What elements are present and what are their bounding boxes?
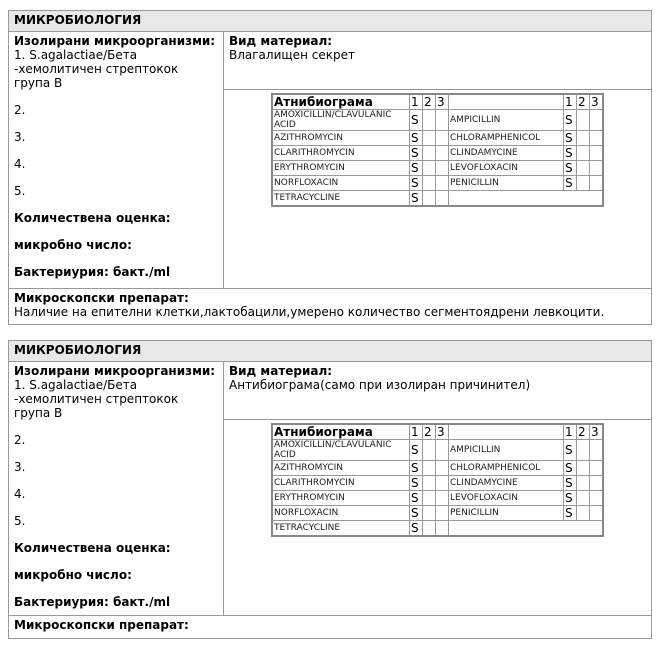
antibiotic-name: AZITHROMYCIN: [272, 131, 410, 146]
col-1: 1: [564, 424, 577, 440]
antibiogram-row: [272, 191, 603, 207]
isolated-organisms-panel: [9, 32, 224, 288]
antibiotic-name: CLINDAMYCINE: [449, 146, 564, 161]
result-1: S: [410, 131, 423, 146]
microbiology-section: [8, 10, 652, 325]
antibiotic-name: LEVOFLOXACIN: [449, 161, 564, 176]
result-1: S: [564, 161, 577, 176]
result-1: S: [410, 440, 423, 461]
result-1: S: [410, 491, 423, 506]
isolated-label: Изолирани микроорганизми:: [14, 364, 216, 378]
antibiogram-row: [272, 440, 603, 461]
antibiotic-name: CHLORAMPHENICOL: [449, 461, 564, 476]
result-1: S: [564, 461, 577, 476]
microscopy-label: Микроскопски препарат:: [14, 618, 189, 632]
result-1: S: [410, 476, 423, 491]
organism-3: 3.: [14, 130, 26, 144]
antibiotic-name: AMOXICILLIN/CLAVULANIC ACID: [272, 440, 410, 461]
material-label: Вид материал:: [229, 364, 333, 378]
antibiogram-row: [272, 131, 603, 146]
antibiotic-name: ERYTHROMYCIN: [272, 161, 410, 176]
isolated-organisms-panel: [9, 362, 224, 615]
result-1: S: [564, 506, 577, 521]
material-label: Вид материал:: [229, 34, 333, 48]
antibiotic-name: TETRACYCLINE: [272, 521, 410, 537]
antibiotic-name: NORFLOXACIN: [272, 176, 410, 191]
result-1: S: [410, 176, 423, 191]
antibiotic-name: CHLORAMPHENICOL: [449, 131, 564, 146]
organism-4: 4.: [14, 487, 26, 501]
result-1: S: [564, 491, 577, 506]
antibiotic-name: CLINDAMYCINE: [449, 476, 564, 491]
organism-4: 4.: [14, 157, 26, 171]
col-1: 1: [410, 424, 423, 440]
antibiogram-row: [272, 176, 603, 191]
material-value: Антибиограма(само при изолиран причинител): [229, 378, 531, 392]
antibiogram-row: [272, 506, 603, 521]
result-1: S: [564, 440, 577, 461]
organism-2: 2.: [14, 103, 26, 117]
col-2: 2: [423, 94, 436, 110]
result-1: S: [410, 146, 423, 161]
col-1: 1: [410, 94, 423, 110]
quantitative-label: Количествена оценка:: [14, 541, 171, 555]
antibiogram-row: [272, 491, 603, 506]
col-2: 2: [577, 94, 590, 110]
result-1: S: [564, 176, 577, 191]
organism-5: 5.: [14, 514, 26, 528]
organism-1: 1. S.agalactiae/Бета -хемолитичен стрептокок група В: [14, 48, 179, 90]
antibiotic-name: AMOXICILLIN/CLAVULANIC ACID: [272, 110, 410, 131]
material-value: Влагалищен секрет: [229, 48, 355, 62]
microscopy-label: Микроскопски препарат:: [14, 291, 189, 305]
col-1: 1: [564, 94, 577, 110]
result-1: S: [564, 476, 577, 491]
result-1: S: [410, 461, 423, 476]
bacteriuria-label: Бактериурия: бакт./ml: [14, 595, 171, 609]
antibiotic-name: ERYTHROMYCIN: [272, 491, 410, 506]
microscopy-panel: [9, 616, 651, 638]
result-1: S: [410, 506, 423, 521]
result-1: S: [410, 161, 423, 176]
col-3: 3: [436, 94, 449, 110]
result-1: S: [410, 191, 423, 207]
result-1: S: [410, 521, 423, 537]
result-1: S: [564, 146, 577, 161]
organism-3: 3.: [14, 460, 26, 474]
antibiotic-name: PENICILLIN: [449, 176, 564, 191]
antibiotic-name: NORFLOXACIN: [272, 506, 410, 521]
antibiogram-row: [272, 146, 603, 161]
antibiogram-row: [272, 161, 603, 176]
section-title: МИКРОБИОЛОГИЯ: [9, 11, 651, 32]
result-1: S: [564, 131, 577, 146]
microbial-count-label: микробно число:: [14, 238, 132, 252]
antibiogram-title: Атнибиограма: [272, 94, 410, 110]
antibiotic-name: TETRACYCLINE: [272, 191, 410, 207]
col-2: 2: [423, 424, 436, 440]
microbiology-section: [8, 340, 652, 639]
antibiogram-title: Атнибиограма: [272, 424, 410, 440]
section-title: МИКРОБИОЛОГИЯ: [9, 341, 651, 362]
quantitative-label: Количествена оценка:: [14, 211, 171, 225]
microscopy-value: Наличие на епителни клетки,лактобацили,умерено количество сегментоядрени левкоцити.: [14, 305, 605, 319]
col-3: 3: [436, 424, 449, 440]
antibiotic-name: LEVOFLOXACIN: [449, 491, 564, 506]
result-1: S: [410, 110, 423, 131]
bacteriuria-label: Бактериурия: бакт./ml: [14, 265, 171, 279]
antibiotic-name: CLARITHROMYCIN: [272, 146, 410, 161]
antibiotic-name: PENICILLIN: [449, 506, 564, 521]
microbial-count-label: микробно число:: [14, 568, 132, 582]
antibiogram-table: [271, 93, 604, 207]
antibiotic-name: CLARITHROMYCIN: [272, 476, 410, 491]
result-1: S: [564, 110, 577, 131]
antibiotic-name: AMPICILLIN: [449, 110, 564, 131]
antibiogram-row: [272, 521, 603, 537]
antibiogram-table: [271, 423, 604, 537]
isolated-label: Изолирани микроорганизми:: [14, 34, 216, 48]
col-3: 3: [590, 94, 604, 110]
antibiotic-name: AZITHROMYCIN: [272, 461, 410, 476]
col-3: 3: [590, 424, 604, 440]
antibiogram-row: [272, 110, 603, 131]
col-2: 2: [577, 424, 590, 440]
antibiogram-row: [272, 476, 603, 491]
organism-1: 1. S.agalactiae/Бета -хемолитичен стрептокок група В: [14, 378, 179, 420]
antibiogram-row: [272, 461, 603, 476]
organism-5: 5.: [14, 184, 26, 198]
antibiotic-name: AMPICILLIN: [449, 440, 564, 461]
organism-2: 2.: [14, 433, 26, 447]
microscopy-panel: [9, 289, 651, 324]
